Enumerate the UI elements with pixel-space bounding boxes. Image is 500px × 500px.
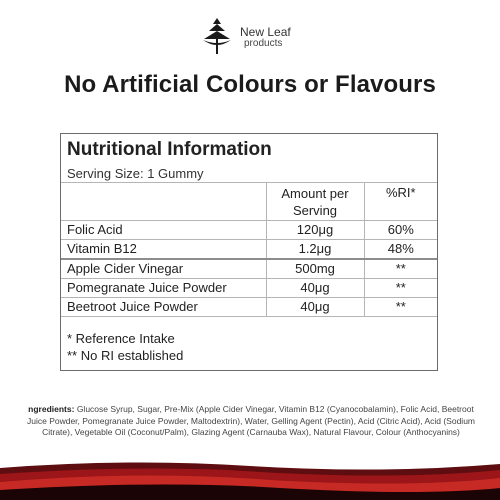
footnotes xyxy=(67,330,183,364)
brand-logo-block xyxy=(200,16,320,58)
serving-size: Serving Size: 1 Gummy xyxy=(67,166,204,181)
footnote-reference-intake: * Reference Intake xyxy=(67,331,175,346)
row-amount: 500mg xyxy=(266,259,364,279)
row-name: Vitamin B12 xyxy=(61,240,266,260)
table-row xyxy=(61,259,437,279)
row-ri: ** xyxy=(364,259,437,279)
header-nutrient xyxy=(61,183,266,221)
row-name: Pomegranate Juice Powder xyxy=(61,279,266,298)
row-name: Apple Cider Vinegar xyxy=(61,259,266,279)
brand-sub: products xyxy=(244,38,283,49)
ingredients-label: ngredients: xyxy=(28,404,75,414)
row-ri: ** xyxy=(364,279,437,298)
row-name: Beetroot Juice Powder xyxy=(61,298,266,317)
header-amount: Amount per Serving xyxy=(266,183,364,221)
row-ri: 60% xyxy=(364,221,437,240)
row-amount: 120μg xyxy=(266,221,364,240)
panel-title: Nutritional Information xyxy=(67,139,272,160)
row-amount: 40μg xyxy=(266,298,364,317)
brand-name: New Leaf xyxy=(240,25,291,39)
row-ri: 48% xyxy=(364,240,437,260)
nutrition-table xyxy=(61,182,437,317)
ingredients-text xyxy=(18,404,484,439)
footnote-no-ri: ** No RI established xyxy=(67,348,184,363)
table-header-row xyxy=(61,183,437,221)
table-row xyxy=(61,298,437,317)
ingredients-list: Glucose Syrup, Sugar, Pre-Mix (Apple Cider Vinegar, Vitamin B12 (Cyanocobalamin), Folic Acid, Beetroot Juice Powder, Pomegranate Juice Powder, Maltodextrin), Water, Gelling Agent (Pectin), Acid (Citric Acid), Acid (Sodium Citrate), Vegetable Oil (Coconut/Palm), Glazing Agent (Carnauba Wax), Natural Flavour, Colour (Anthocyanins) xyxy=(26,404,476,437)
table-row xyxy=(61,279,437,298)
header-ri: %RI* xyxy=(364,183,437,221)
table-row xyxy=(61,240,437,260)
row-name: Folic Acid xyxy=(61,221,266,240)
table-row xyxy=(61,221,437,240)
leaf-tree-icon xyxy=(200,16,234,56)
row-amount: 1.2μg xyxy=(266,240,364,260)
row-ri: ** xyxy=(364,298,437,317)
row-amount: 40μg xyxy=(266,279,364,298)
headline: No Artificial Colours or Flavours xyxy=(64,71,436,98)
nutrition-panel xyxy=(60,133,438,371)
decorative-wave-band xyxy=(0,458,500,500)
